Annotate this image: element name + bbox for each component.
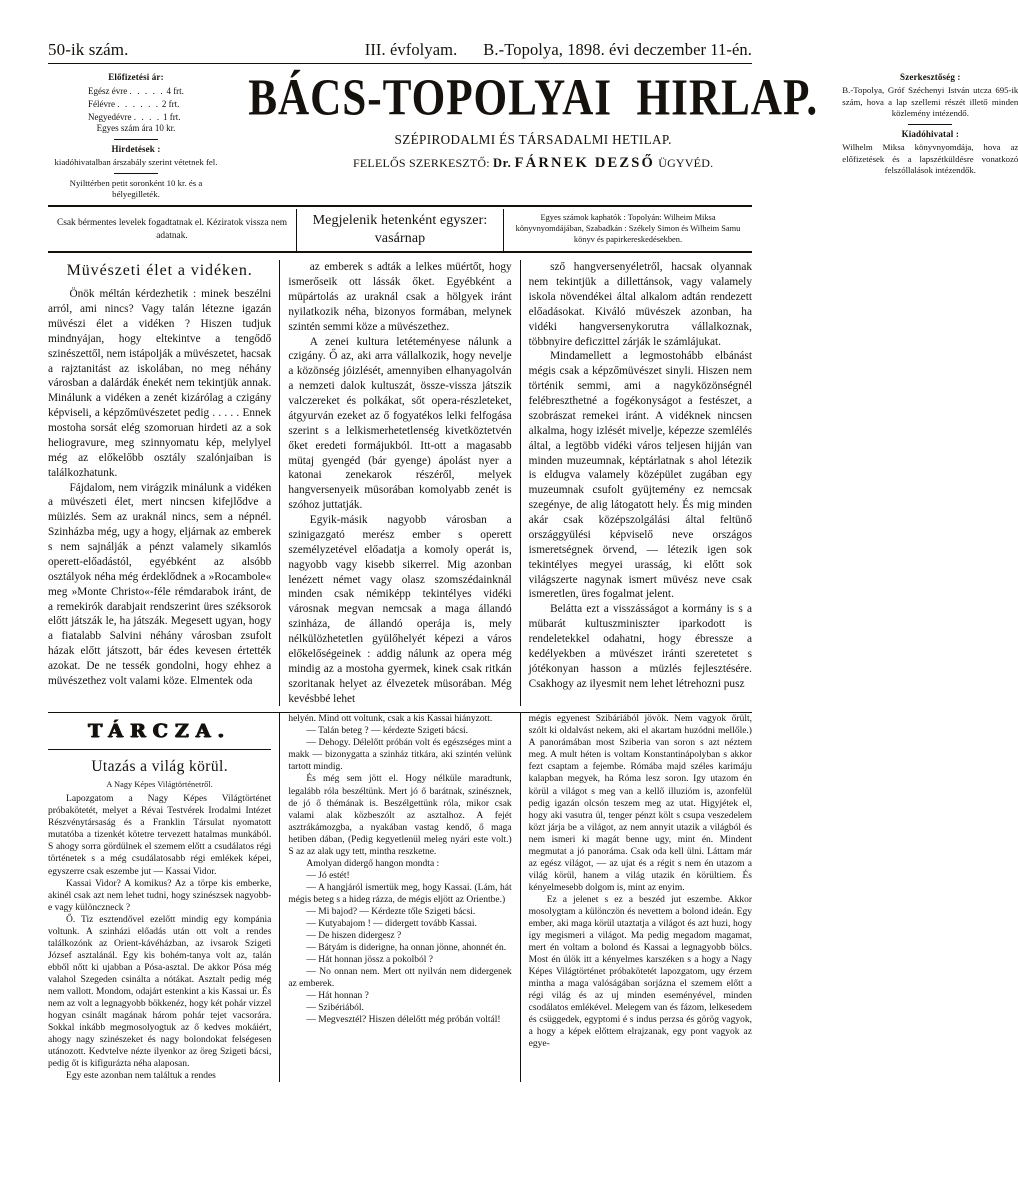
feuilleton-dialogue: — Szibériából. [306,1002,364,1013]
notice-bar [48,209,752,253]
article-paragraph: sző hangversenyéletről, hacsak olyannak nem tekintjük a dillettánsok, vagy valamely iskola növendékei által alkalom adtán rendezett előadásokat. Kiváló müvészek azonban, ha vidéki hangversenykorutra vállalkoznak, többnyire deficzittel zárják le számlájukat. [528,261,752,348]
price-dots: . . . . . . [117,98,160,109]
issue-number: 50-ik szám. [48,40,129,59]
feuilleton-dialogue: — De hiszen didergesz ? [306,930,402,941]
feuilleton-paragraph: Ő. Tiz esztendővel ezelőtt mindig egy kompánia voltunk. A szinházi előadás után ott volt a rendes találkozónk az Orient-kávéházban, az ivsarok Szigeti József asztalánál. Egy kis bohém-tanya volt az, talán ebből nőtt ki ujabban a Pósa-asztal. De akkor Pósa még valahol Szegeden csinálta a nótákat. Asztalt pedig még nem vallott. Mondom, odajárt estenkint a kis Kassai ur. És nem az volt a legnagyobb bökkenéz, hogy két pohár vizzel hogyan csinált magának három pohár tejet vacsorára. Sokkal inkább megmosolyogtuk az ő kedves mokáiért, ahogy nagy szinészeket és nagy bolondokat felségesen utánozott. Kedvtelve nézte ilyenkor az öreg Szigeti bácsi, pedig őt is kifigurázta néha alaposan. [48,914,272,1069]
editor-prefix: FELELŐS SZERKESZTŐ: [353,156,490,170]
article-paragraph: Belátta ezt a visszásságot a kormány is s a mübarát kultuszminiszter iparkodott is rendeletekkel odahatni, hogy ébressze a kedélyekben a müvészet iránti szeretetet s jótékonyan hasson a müzlés fejlesztésére. Csakhogy az ilyesmit nem lehet létrehozni pusz [528,603,752,690]
subscription-price-heading: Előfizetési ár: [108,72,164,82]
subscription-price-list [88,85,184,123]
feuilleton-paragraph: helyén. Mind ott voltunk, csak a kis Kassai hiányzott. [288,714,493,725]
article-paragraph: Önök méltán kérdezhetik : minek beszélni arról, ami nincs? Vagy talán létezne igazán müvészi élet a vidéken ? Hiszen tudjuk mindnyájan, hogy eltekintve a tengődő szinészettől, nem istápolják a müvészetet, hacsak a rajztanitást az iskolában, no meg néhány városban a dalárdák énekét nem tekintjük annak. Minálunk a vidéken a zenét kizárólag a czigány képviseli, a képzőmüvészetet pedig . . . . . Ennek mostoha sorsát elég szomoruan hirdeti az a sok heliogravure, meg szinnyomatu kép, melylyel még az előkelőbb osztály szalónjaiban is találkozhatunk. [48,288,272,479]
article-paragraph: Mindamellett a legmostohább elbánást mégis csak a képzőmüvészet sinyli. Hiszen nem történik semmi, ami a nagyközönségnél felébreszthetné a fogékonyságot a festészet, a szobrászat remekei iránt. A vidéknek nincsen alkalma, hogy izlését mivelje, képezze szemlélés által, a legtöbb vidéki város teljesen hijján van minden muzeumnak, képtárlatnak s ahol létezik is eldugva valamely középület zugában egy muzeumnak csufolt gyüjtemény ez nemcsak szegénye, de alig látogatott hely. És mig minden akár csak középszolgálási által feltünő országgyülési képviselő neve országos ismeretségnek örvend, — létezik igen sok tekintélyes megyei urasság, ki előtt sok világszerte nagynak ismert müvész neve csak ismeretlen, üres fogalmat jelent. [528,350,752,601]
editor-name: FÁRNEK DEZSŐ [514,155,655,171]
price-value: 1 frt. [162,111,181,122]
open-letter-body: Nyilttérben petit soronként 10 kr. és a bélyegilleték. [69,177,203,200]
notice-frequency-line1: Megjelenik hetenként egyszer: [312,212,488,228]
price-row [88,111,184,124]
price-value: 2 frt. [161,98,180,109]
price-label: Félévre [88,98,116,109]
price-row [88,85,184,98]
feuilleton-banner: TÁRCZA. [88,720,232,743]
feuilleton-paragraph: Ez a jelenet s ez a beszéd jut eszembe. Akkor mosolygtam a különczön és nevettem a bolond ideán. Egy ember, aki maga körül utaztatja a világot és azt huzi, hogy igy megismeri a világot. Ma pedig megadom magamat, mert én voltam a bolond és Kassai a legnagyobb bölcs. Most én ülök itt a kényelmes karszéken s a hogy a Nagy Képes Világtörténet próbakötetét lapozgatom, ugy érzem mintha a maga valóságában sorjázna el szemem előtt a régi világ és az uj minden eseményével, minden csodálatos emlékével. Melegem van és fázom, lelkesedem és csüggedek, egyptomi é s indus perzsa és görög vagyok, a hogy a képek előttem elrajzanak, egy pont vagyok az egye- [528,894,752,1049]
newspaper-title-left: BÁCS-TOPOLYAI [248,68,613,126]
price-value: 4 frt. [166,86,184,97]
feuilleton-dialogue: — Jó estét! [306,870,350,881]
feuilleton-dialogue: — Bátyám is diderigne, ha onnan jönne, ahonnét én. [306,942,507,953]
feuilleton-paragraph: mégis egyenest Szibáriából jövök. Nem vagyok őrült, szólt ki oldalvást nekem, aki el akartam huzódni mellőle.) A panorámában most Sziberia van soron s azt néztem meg. A mult héten is voltam Konstantinápolyban s akkor fezt csaptam a fejembe. Rómába majd széles karimáju kalapban megyek, ha Róma lesz soron. Igy utazom én körül a világot s meg van a kellő illuzióm is, azonfelül pedig igazán olcsón teszem meg az utat. Higyjétek el, hogy aki vasutra ül, tenger pénzt költ s csupa veszedelem közt járja be a világot, az nem annyit utazik a világból és nem ismeri ki magát benne ugy, mint én. Mindent megmutat a jó panoráma. Csak oda kell ülni. Láttam már az egész világot, — az ujat és a régit s nem én utazom a világ körül, hanem a világ utazik én körültiem. És kényelmesebb dolgom is, mint az enyim. [528,714,752,893]
divider-rule [114,139,158,140]
price-label: Negyedévre [88,111,132,122]
publisher-office-heading: Kiadóhivatal : [901,129,959,140]
feuilleton-dialogue: — Hát honnan ? [306,990,369,1001]
notice-frequency-line2: vasárnap [374,230,426,246]
volume-number: III. évfolyam. [364,40,458,59]
editor-title: Dr. [493,156,512,170]
feuilleton-dialogue: — Megvesztél? Hiszen délelőtt még próbán voltál! [306,1014,501,1025]
article-column-1 [48,260,279,706]
feuilleton-columns [48,713,752,1081]
article-column-3 [521,260,752,706]
publisher-office-body: Wilhelm Miksa könyvnyomdája, hova az előfizetések és a lapszétküldésre vonatkozó felszóllalások intézendők. [842,142,1018,176]
notice-manuscripts: Csak bérmentes levelek fogadtatnak el. Kéziratok vissza nem adatnak. [56,218,288,241]
feuilleton-dialogue: — Talán beteg ? — kérdezte Szigeti bácsi. [306,726,469,737]
divider-rule [908,124,952,125]
publication-date: B.-Topolya, 1898. évi deczember 11-én. [483,40,752,59]
price-dots: . . . . . [129,86,165,97]
newspaper-page [48,40,1018,1140]
newspaper-subtitle: SZÉPIRODALMI ÉS TÁRSADALMI HETILAP. [394,132,672,147]
open-letter-block [48,178,224,201]
newspaper-title-right: HIRLAP. [636,68,819,126]
price-row [88,98,184,111]
article-paragraph: Egyik-másik nagyobb városban a szinigazgató merész ember s operett személyzetével előadatja a komoly operát is, nagyobb vagy kisebb sikerrel. Mig azonban lenézett német vagy olasz szomszédainknál minden csak némiképp tekintélyes vidéki városnak megvan nemcsak a maga állandó szinháza, de állandó operája is, mely nélkülözhetetlen gyülőhelyét képezi a város előkelőségeinek : addig nálunk az opera még mindig az a mostoha gyermek, kinek csak ritkán szoritanak helyet az élvezetek müsorában. Még kevésbbé lehet [288,514,512,705]
top-line [48,40,752,64]
masthead [48,64,1018,207]
notice-frequency [296,209,504,251]
feuilleton-dialogue: — Kutyabajom ! — didergett tovább Kassai. [306,918,477,929]
subscription-price-block [48,72,224,135]
article-column-2 [279,260,520,706]
feuilleton-subtitle: A Nagy Képes Világtörténetről. [106,780,213,790]
feuilleton-dialogue: — Dehogy. Délelőtt próbán volt és egészséges mint a makk — bizonygatta a szinház titkára, aki szintén velünk tartott mindig. [288,738,512,773]
advertising-heading: Hirdetések : [111,143,161,154]
price-dots: . . . . [133,111,161,122]
article-paragraph: Fájdalom, nem virágzik minálunk a vidéken a müvészeti élet, mert nincsen kifejlődve a müizlés. Sem az uraknál nincs, sem a népnél. Szinházba még, ugy a hogy, eljárnak az emberek s nem sajnálják a pénzt valamely sikamlós operett-előadástól, egyébként az alsóbb osztályok néha még érdeklődnek a »Rocambole« meg »Monte Christo«-féle rémdarabok iránt, de a remekirók darabjait rendszerint üres széksorok előtt játszák le, ha játszák. Megesett ugyan, hogy a fiatalabb Salvini néhány városban zsufolt házak előtt játszott, bár édes kevesen értették azokat. De ne tessék gondolni, hogy ehhez a müvészethez volt valami köze. Elmentek oda [48,481,272,687]
article-paragraph: A zenei kultura letéteményese nálunk a czigány. Ő az, aki arra vállalkozik, hogy nevelje a közönség jóizlését, amennyiben elhanyagolván a nemzeti dalok kultuszát, össze-vissza játszik valczereket és polkákat, sőt opera-részleteket, átgyurván ezeket az ő fogyatékos lelki felfogása szerint s a lelkismerhetetlenség kivetköztetvén őket eredeti formájukból. Itt-ott a magasabb mütaj gyengéd (bár gyenge) ápolást nyer a katonai zenekarok részéről, melyek hangversenyeik müsorában komolyabb zenét is szóhoz juttatják. [288,335,512,512]
publisher-office-block [842,129,1018,177]
newspaper-title [248,68,819,126]
price-label: Egész évre [88,86,128,97]
feuilleton-column-1 [48,713,279,1081]
feuilleton-dialogue: — No onnan nem. Mert ott nyilván nem didergenek az emberek. [288,966,512,989]
feuilleton-banner-wrap [48,713,271,744]
advertising-block [48,144,224,169]
masthead-left-info [48,70,224,201]
feuilleton-banner-rule [48,749,271,750]
feuilleton-title: Utazás a világ körül. [91,758,228,776]
feuilleton-dialogue: — Hát honnan jössz a pokolból ? [306,954,434,965]
divider-rule [114,173,158,174]
feuilleton-column-3 [521,713,752,1081]
single-copy-price: Egyes szám ára 10 kr. [96,123,176,134]
article-headline: Müvészeti élet a vidéken. [66,262,253,280]
main-article-columns [48,260,752,706]
feuilleton-paragraph: Amolyan didergő hangon mondta : [306,858,440,869]
editor-line [230,155,836,172]
feuilleton-dialogue: — A hangjáról ismertük meg, hogy Kassai. (Lám, hát mégis beteg s a hideg rázza, de mégis eljött az Orientbe.) [288,882,512,905]
feuilleton-paragraph: Lapozgatom a Nagy Képes Világtörténet próbakötetét, melyet a Révai Testvérek Irodalmi Intézet Részvénytársaság és a Franklin Társulat nyomatott mutatóba a tizenkét kötetre tervezett hatalmas munkából. S ahogy sorra gördülnek el szemem előtt a csudálatos régi történetek s a még csudálatosabb régi emlékek képei, egyszerre csak eszembe jut — Kassai Vidor. [48,794,272,877]
editorial-office-block [842,72,1018,120]
feuilleton-column-2 [279,713,520,1081]
editorial-office-body: B.-Topolya, Gróf Széchenyi István utcza 695-ik szám, hova a lap szellemi részét illető minden közlemény intézendő. [842,85,1018,119]
article-paragraph: az emberek s adták a lelkes müértőt, hogy ismerőseik ott lássák őket. Egyébként a müpártolás az uraknál csak a hölgyek iránt nyilatkozik néha, bizonyos formában, melynek szintén semmi köze a müvészethez. [288,261,512,333]
editor-suffix: ÜGYVÉD. [658,156,714,170]
editorial-office-heading: Szerkesztőség : [900,72,961,82]
feuilleton-dialogue: — Mi bajod? — Kérdezte tőle Szigeti bácsi. [306,906,476,917]
masthead-center [224,70,842,201]
masthead-right-info [842,70,1018,201]
advertising-body: kiadóhivatalban árszabály szerint vétetnek fel. [54,156,218,167]
notice-where-to-buy: Egyes számok kaphatók : Topolyán: Wilheim Miksa könyvnyomdájában, Szabadkán : Székely Simon és Wilheim Samu könyv és papirkereskedésekben. [515,213,741,244]
feuilleton-paragraph: És még sem jött el. Hogy nélküle maradtunk, legalább róla beszéltünk. Mert jó ő barátnak, szinésznek, de jó ő thémának is. Beszélgettünk róla, mikor csak valami alak közbeszólt az asztalhoz. A fejét asztrákámozgba, a nyakában vastag kendő, ő maga hetiben dában, (Pedig kegyetlenül meleg nyári este volt.) S az az alak ugy tett, mintha reszketne. [288,774,512,857]
feuilleton-paragraph: Egy este azonban nem találtuk a rendes [66,1070,216,1081]
feuilleton-paragraph: Kassai Vidor? A komikus? Az a törpe kis emberke, akinél csak azt nem lehet tudni, hogy szinészsek nagyobb-e vagy különczneck ? [48,878,272,913]
